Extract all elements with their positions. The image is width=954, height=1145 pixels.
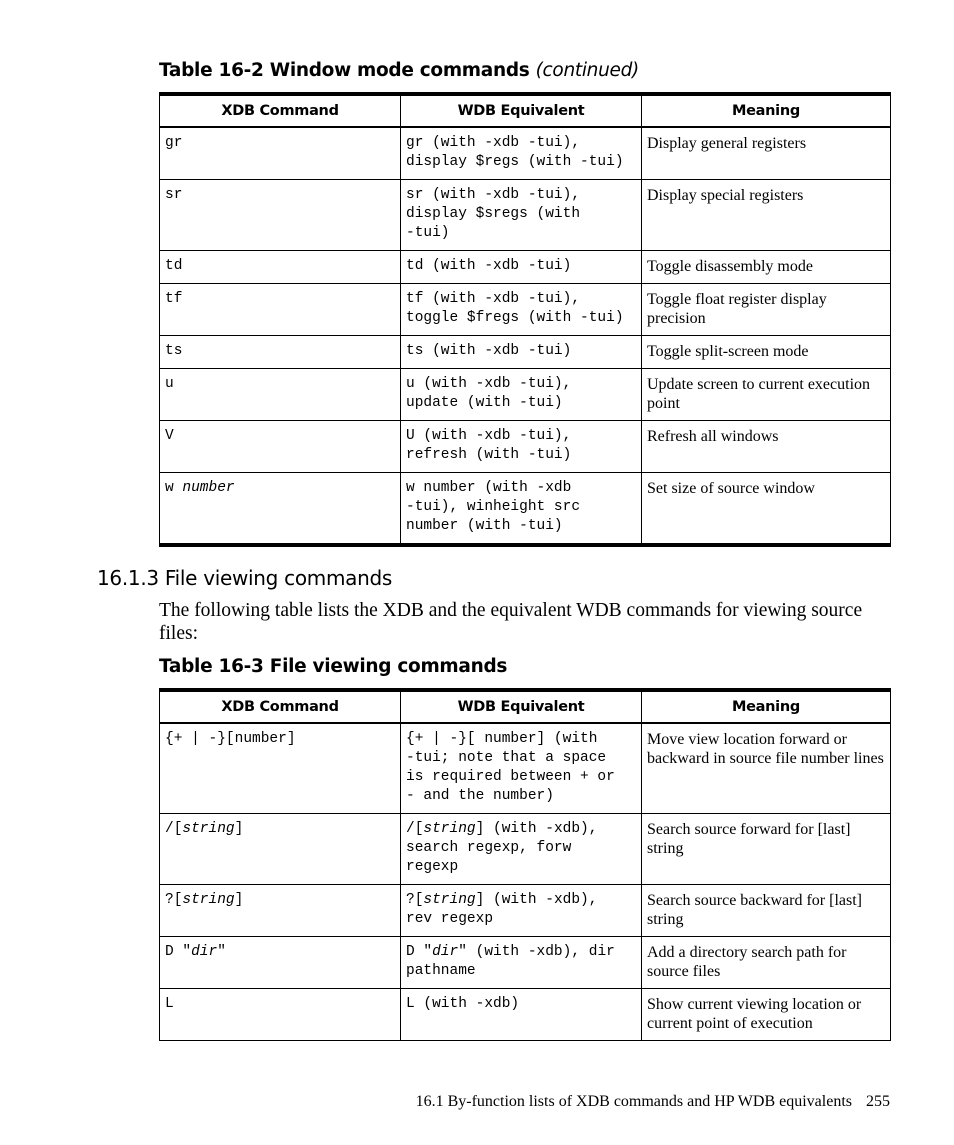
command-literal: D " [165,944,192,960]
caption-title: Table 16-3 File viewing commands [159,656,508,677]
command-variable: string [182,821,235,837]
table-row [160,989,891,1041]
xdb-command-cell [160,814,401,885]
wdb-equivalent-cell [401,814,642,885]
column-header-wdb: WDB Equivalent [401,94,642,127]
command-literal: ?[ [406,892,424,908]
meaning-cell: Show current viewing location or current point of execution [642,989,891,1041]
command-literal: ] [234,821,244,837]
running-title: 16.1 By-function lists of XDB commands and HP WDB equivalents [415,1093,852,1110]
file-viewing-commands-table [159,688,891,1041]
xdb-command-cell [160,473,401,546]
wdb-equivalent-cell [401,885,642,937]
xdb-command-cell: u [160,369,401,421]
table-row [160,937,891,989]
table-row [160,814,891,885]
meaning-cell: Add a directory search path for source files [642,937,891,989]
table-row [160,251,891,284]
wdb-equivalent-cell: U (with -xdb -tui), refresh (with -tui) [401,421,642,473]
command-variable: string [423,892,476,908]
wdb-equivalent-cell [401,937,642,989]
command-literal: ] (with -xdb), rev regexp [406,892,598,927]
xdb-command-cell [160,937,401,989]
xdb-command-cell: sr [160,180,401,251]
wdb-equivalent-cell: w number (with -xdb -tui), winheight src number (with -tui) [401,473,642,546]
command-literal: w [165,480,183,496]
table-header-row [160,94,891,127]
table-row [160,336,891,369]
command-literal: ] [234,892,244,908]
xdb-command-cell: {+ | -}[number] [160,723,401,814]
column-header-xdb: XDB Command [160,94,401,127]
table-header-row [160,690,891,723]
column-header-wdb: WDB Equivalent [401,690,642,723]
column-header-xdb: XDB Command [160,690,401,723]
meaning-cell: Toggle disassembly mode [642,251,891,284]
xdb-command-cell: V [160,421,401,473]
table-row [160,723,891,814]
section-intro-paragraph: The following table lists the XDB and the equivalent WDB commands for viewing source files: [159,600,863,644]
meaning-cell: Move view location forward or backward in source file number lines [642,723,891,814]
table-row [160,369,891,421]
table-row [160,473,891,546]
command-literal: /[ [406,821,424,837]
caption-title: Table 16-2 Window mode commands [159,60,530,81]
meaning-cell: Refresh all windows [642,421,891,473]
command-variable: number [182,480,235,496]
meaning-cell: Search source backward for [last] string [642,885,891,937]
table-row [160,421,891,473]
wdb-equivalent-cell: u (with -xdb -tui), update (with -tui) [401,369,642,421]
page-footer [416,1093,890,1111]
meaning-cell: Search source forward for [last] string [642,814,891,885]
column-header-meaning: Meaning [642,94,891,127]
wdb-equivalent-cell: {+ | -}[ number] (with -tui; note that a space is required between + or - and the number) [401,723,642,814]
xdb-command-cell [160,885,401,937]
window-mode-commands-table [159,92,891,547]
wdb-equivalent-cell: sr (with -xdb -tui), display $sregs (with -tui) [401,180,642,251]
command-literal: D " [406,944,433,960]
command-variable: dir [191,944,218,960]
xdb-command-cell: ts [160,336,401,369]
section-heading: 16.1.3 File viewing commands [97,566,392,590]
command-variable: dir [432,944,459,960]
command-literal: " [217,944,226,960]
wdb-equivalent-cell: L (with -xdb) [401,989,642,1041]
meaning-cell: Set size of source window [642,473,891,546]
table-row [160,885,891,937]
meaning-cell: Display special registers [642,180,891,251]
xdb-command-cell: tf [160,284,401,336]
wdb-equivalent-cell: ts (with -xdb -tui) [401,336,642,369]
meaning-cell: Toggle float register display precision [642,284,891,336]
table-caption [159,60,639,81]
page-number: 255 [866,1093,890,1110]
wdb-equivalent-cell: tf (with -xdb -tui), toggle $fregs (with -tui) [401,284,642,336]
command-variable: string [423,821,476,837]
caption-continued: (continued) [535,60,639,81]
meaning-cell: Toggle split-screen mode [642,336,891,369]
column-header-meaning: Meaning [642,690,891,723]
command-variable: string [182,892,235,908]
command-literal: /[ [165,821,183,837]
command-literal: ?[ [165,892,183,908]
xdb-command-cell: L [160,989,401,1041]
meaning-cell: Update screen to current execution point [642,369,891,421]
meaning-cell: Display general registers [642,127,891,180]
xdb-command-cell: td [160,251,401,284]
command-literal: ] (with -xdb), search regexp, forw regexp [406,821,598,875]
wdb-equivalent-cell: gr (with -xdb -tui), display $regs (with -tui) [401,127,642,180]
table-row [160,127,891,180]
table-caption [159,656,507,677]
xdb-command-cell: gr [160,127,401,180]
table-row [160,180,891,251]
table-row [160,284,891,336]
command-literal: " (with -xdb), dir pathname [406,944,615,979]
wdb-equivalent-cell: td (with -xdb -tui) [401,251,642,284]
